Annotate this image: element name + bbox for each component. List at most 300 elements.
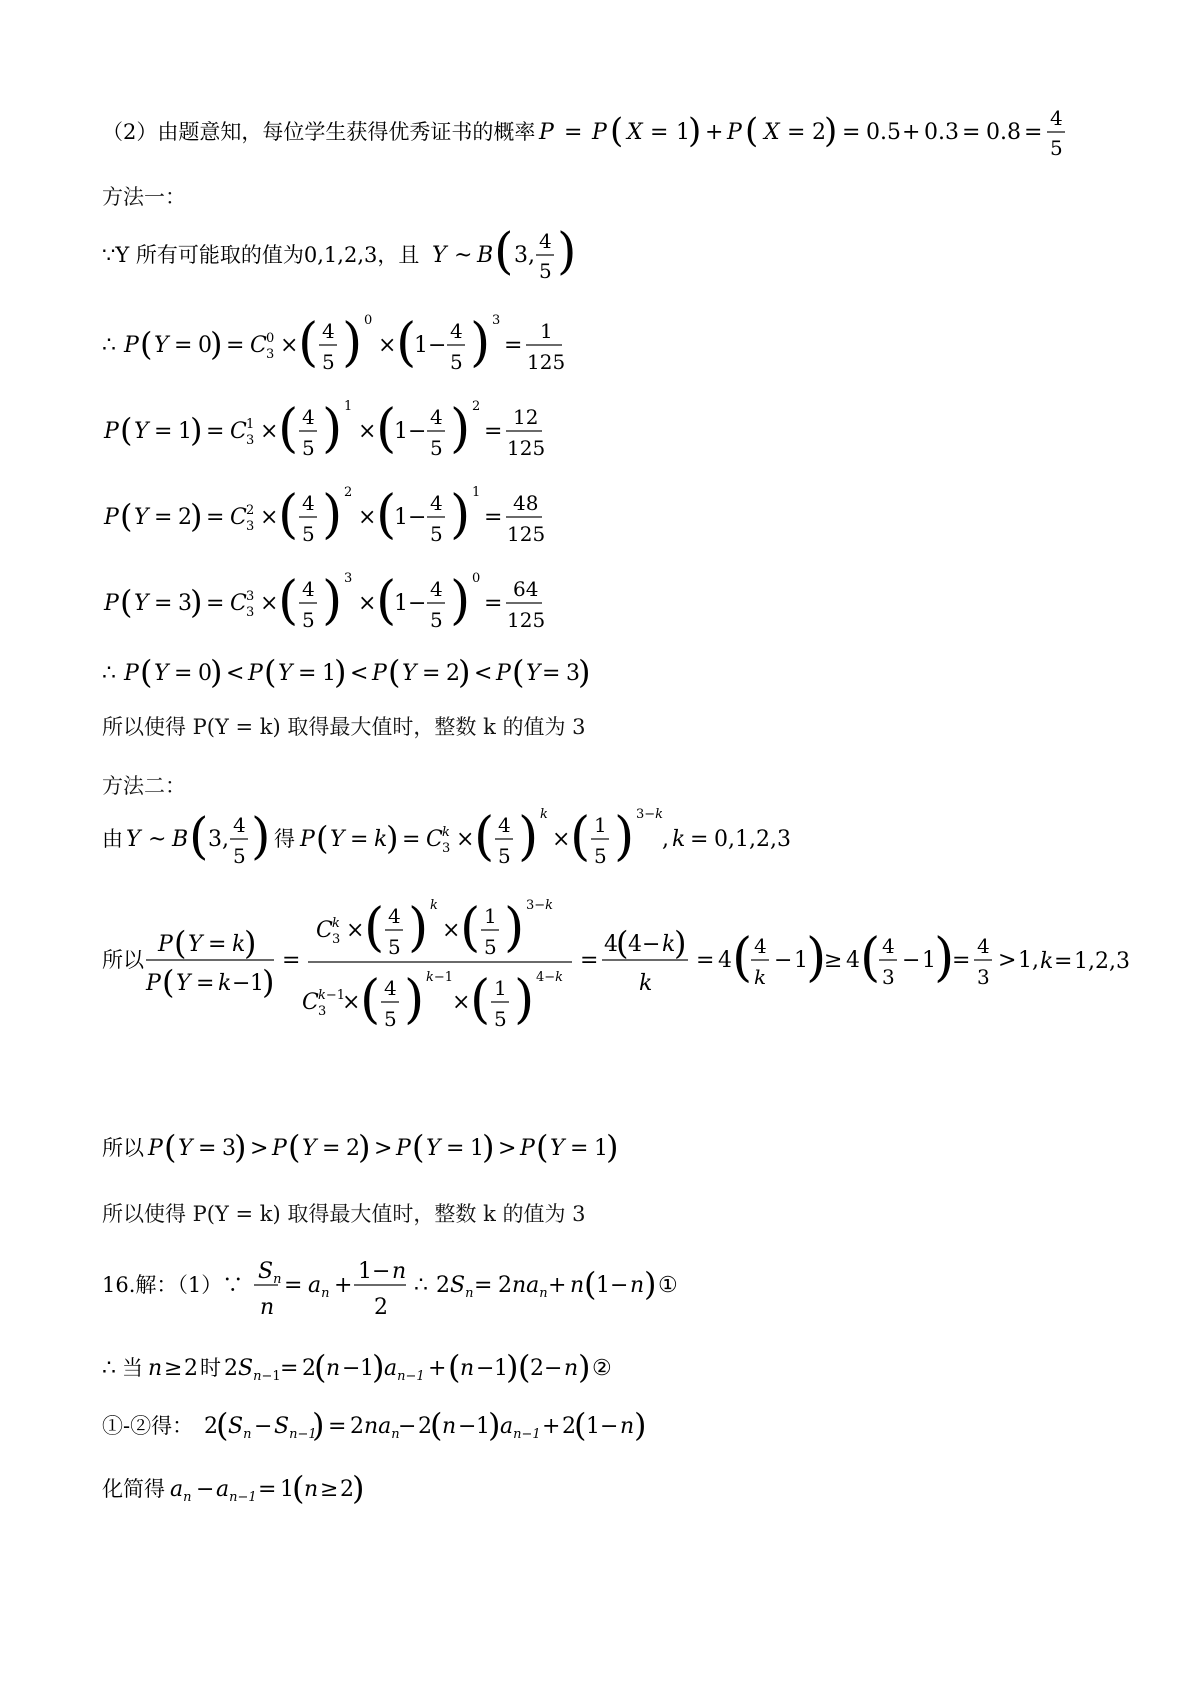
svg-text:): )	[488, 1406, 501, 1444]
svg-text:k: k	[672, 827, 686, 852]
svg-text:): )	[322, 485, 343, 545]
svg-text:(: (	[470, 970, 491, 1030]
svg-text:): )	[614, 807, 635, 867]
svg-text:C: C	[250, 333, 267, 358]
svg-text:n: n	[442, 1414, 457, 1439]
svg-text:4: 4	[302, 491, 315, 515]
svg-text:−: −	[610, 1273, 629, 1298]
svg-text:−: −	[398, 1414, 417, 1439]
svg-text:~: ~	[148, 827, 167, 852]
line-15	[102, 1254, 722, 1330]
svg-text:n: n	[148, 1356, 163, 1381]
svg-text:3: 3	[442, 841, 451, 856]
svg-text:Y: Y	[126, 827, 141, 852]
svg-text:): )	[372, 1348, 385, 1386]
svg-text:×: ×	[552, 827, 571, 852]
svg-text:2: 2	[246, 503, 255, 518]
svg-text:an: $a_n$	[308, 1273, 330, 1301]
svg-text:1: 1	[470, 1136, 484, 1161]
svg-text:Y: Y	[330, 827, 345, 852]
svg-text:): )	[342, 313, 363, 373]
method-two-heading: 方法二：	[102, 774, 186, 798]
svg-text:5: 5	[484, 935, 497, 959]
svg-text:): )	[408, 898, 429, 958]
svg-text:2: 2	[530, 1356, 544, 1381]
svg-text:×: ×	[260, 419, 279, 444]
svg-text:1: 1	[246, 417, 255, 432]
svg-text:=: =	[1054, 949, 1073, 974]
svg-text:(: (	[376, 485, 397, 545]
svg-text:P: P	[104, 505, 119, 530]
svg-text:Y: Y	[134, 591, 149, 616]
svg-text:(: (	[278, 399, 299, 459]
svg-text:×: ×	[456, 827, 475, 852]
svg-text:P: P	[148, 1136, 163, 1161]
svg-text:−: −	[342, 1356, 361, 1381]
svg-text:k: k	[218, 971, 232, 996]
svg-text:3: 3	[266, 347, 275, 362]
svg-text:(: (	[162, 963, 175, 1001]
svg-text:5: 5	[430, 436, 443, 460]
svg-text:): )	[322, 399, 343, 459]
svg-text:4: 4	[302, 405, 315, 429]
svg-text:P: P	[727, 120, 742, 145]
svg-text:∴: ∴	[102, 1356, 116, 1381]
svg-text:(: (	[745, 111, 759, 151]
svg-text:): )	[506, 1348, 519, 1386]
svg-text:): )	[244, 924, 257, 962]
svg-text:): )	[688, 111, 702, 151]
svg-text:P: P	[158, 932, 173, 957]
svg-text:=: =	[206, 591, 225, 616]
svg-text:4: 4	[977, 934, 990, 958]
svg-text:4: 4	[430, 405, 443, 429]
svg-text:4: 4	[882, 934, 895, 958]
svg-text:): )	[190, 497, 203, 535]
svg-text:k: k	[442, 825, 450, 840]
svg-text:−: −	[476, 1356, 495, 1381]
svg-text:(: (	[364, 898, 385, 958]
svg-text:1: 1	[922, 948, 936, 973]
svg-text:0.3: 0.3	[924, 120, 959, 145]
svg-text:(: (	[288, 1128, 301, 1166]
svg-text:=: =	[484, 591, 503, 616]
svg-text:k−1: k−1	[426, 970, 454, 985]
svg-text:3: 3	[318, 1004, 327, 1019]
svg-text:=: =	[952, 948, 971, 973]
svg-text:125: 125	[507, 522, 546, 546]
svg-text:1: 1	[494, 976, 507, 1000]
svg-text:(: (	[536, 1128, 549, 1166]
svg-text:C: C	[230, 505, 247, 530]
svg-text:×: ×	[346, 918, 365, 943]
svg-text:×: ×	[260, 505, 279, 530]
svg-text:(: (	[396, 313, 417, 373]
svg-text:=: =	[422, 661, 441, 686]
svg-text:3: 3	[246, 433, 255, 448]
svg-text:+: +	[334, 1273, 353, 1298]
svg-text:(: (	[518, 1348, 531, 1386]
svg-text:（2）由题意知，每位学生获得优秀证书的概率: （2）由题意知，每位学生获得优秀证书的概率	[102, 120, 536, 144]
svg-text:×: ×	[260, 591, 279, 616]
svg-text:k: k	[232, 932, 246, 957]
svg-text:Y: Y	[302, 1136, 317, 1161]
svg-text:∴: ∴	[102, 661, 116, 686]
svg-text:所以: 所以	[102, 1136, 144, 1160]
svg-text:1: 1	[586, 1414, 600, 1439]
svg-text:<: <	[474, 661, 493, 686]
svg-text:k: k	[540, 807, 548, 822]
svg-text:2nan: $2na_n$	[350, 1414, 400, 1442]
svg-text:×: ×	[280, 333, 299, 358]
svg-text:): )	[262, 963, 275, 1001]
svg-text:×: ×	[452, 990, 471, 1015]
svg-text:化简得: 化简得	[102, 1477, 165, 1501]
svg-text:=: =	[542, 661, 561, 686]
svg-text:2Sn: $2S_n$	[436, 1273, 474, 1301]
line-8	[102, 650, 632, 694]
svg-text:4: 4	[430, 577, 443, 601]
svg-text:=: =	[696, 948, 715, 973]
svg-text:−: −	[196, 1477, 215, 1502]
svg-text:(: (	[140, 653, 153, 691]
svg-text:P: P	[272, 1136, 287, 1161]
svg-text:(: (	[448, 1348, 461, 1386]
line-15-math	[102, 1254, 722, 1330]
svg-text:P: P	[104, 419, 119, 444]
svg-text:3: 3	[246, 589, 255, 604]
svg-text:2: 2	[178, 505, 192, 530]
svg-text:>: >	[250, 1136, 269, 1161]
svg-text:,: ,	[662, 827, 669, 852]
svg-text:5: 5	[384, 1007, 397, 1031]
svg-text:(: (	[570, 807, 591, 867]
svg-text:(: (	[216, 1406, 229, 1444]
svg-text:an−1: $a_{n-1}$	[216, 1477, 257, 1505]
svg-text:1: 1	[476, 1414, 490, 1439]
conclusion-1: 所以使得 P(Y = k) 取得最大值时，整数 k 的值为 3	[102, 715, 586, 739]
svg-text:=: =	[280, 1356, 299, 1381]
svg-text:(: (	[120, 583, 133, 621]
svg-text:=: =	[484, 505, 503, 530]
svg-text:n: n	[260, 1295, 275, 1320]
line-8-math	[102, 650, 542, 694]
conclusion-2: 所以使得 P(Y = k) 取得最大值时，整数 k 的值为 3	[102, 1202, 586, 1226]
svg-text:0: 0	[364, 313, 373, 328]
svg-text:−: −	[232, 971, 251, 996]
svg-text:1: 1	[494, 1356, 508, 1381]
svg-text:4: 4	[539, 229, 552, 253]
svg-text:P: P	[520, 1136, 535, 1161]
svg-text:5: 5	[539, 259, 552, 283]
svg-text:1: 1	[394, 505, 408, 530]
svg-text:n: n	[630, 1273, 645, 1298]
svg-text:=: =	[650, 120, 669, 145]
svg-text:): )	[514, 970, 535, 1030]
svg-text:=: =	[284, 1273, 303, 1298]
svg-text:P: P	[124, 661, 139, 686]
svg-text:−: −	[408, 505, 427, 530]
svg-text:n: n	[304, 1477, 319, 1502]
svg-text:): )	[251, 807, 271, 865]
line-5	[102, 396, 582, 466]
svg-text:≥: ≥	[320, 1477, 339, 1502]
svg-text:Y: Y	[188, 932, 203, 957]
svg-text:): )	[806, 928, 827, 988]
svg-text:P: P	[396, 1136, 411, 1161]
line-17-math	[102, 1405, 662, 1449]
svg-text:<: <	[350, 661, 369, 686]
line-12	[102, 885, 1062, 1035]
svg-text:=: =	[154, 419, 173, 444]
svg-text:): )	[458, 653, 471, 691]
svg-text:=: =	[174, 333, 193, 358]
svg-text:−: −	[428, 333, 447, 358]
svg-text:): )	[470, 313, 491, 373]
svg-text:4: 4	[384, 976, 397, 1000]
svg-text:64: 64	[513, 577, 539, 601]
svg-text:−: −	[408, 419, 427, 444]
svg-text:2nan: $2na_n$	[498, 1273, 548, 1301]
svg-text:=: =	[206, 505, 225, 530]
svg-text:5: 5	[302, 436, 315, 460]
svg-text:2: 2	[346, 1136, 360, 1161]
svg-text:1: 1	[594, 1136, 608, 1161]
svg-text:<: <	[226, 661, 245, 686]
svg-text:): )	[644, 1265, 657, 1303]
svg-text:(: (	[860, 928, 881, 988]
svg-text:>: >	[374, 1136, 393, 1161]
svg-text:×: ×	[378, 333, 397, 358]
svg-text:125: 125	[527, 350, 566, 374]
svg-text:×: ×	[358, 591, 377, 616]
svg-text:0.5: 0.5	[866, 120, 901, 145]
svg-text:1: 1	[414, 333, 428, 358]
svg-text:4: 4	[628, 932, 642, 957]
svg-text:=: =	[258, 1477, 277, 1502]
svg-text:(: (	[610, 111, 624, 151]
line-18-math	[102, 1468, 462, 1512]
svg-text:=: =	[580, 948, 599, 973]
svg-text:3−k: 3−k	[636, 807, 664, 822]
svg-text:+: +	[548, 1273, 567, 1298]
svg-text:an−1: $a_{n-1}$	[500, 1414, 541, 1442]
svg-text:=: =	[787, 120, 806, 145]
svg-text:(: (	[278, 571, 299, 631]
svg-text:5: 5	[450, 350, 463, 374]
svg-text:5: 5	[430, 608, 443, 632]
svg-text:得: 得	[274, 827, 295, 851]
svg-text:(: (	[292, 1469, 305, 1507]
svg-text:=: =	[962, 120, 981, 145]
svg-text:(: (	[616, 924, 629, 962]
svg-text:1: 1	[472, 485, 481, 500]
svg-text:−: −	[600, 1414, 619, 1439]
svg-text:=: =	[350, 827, 369, 852]
svg-text:1,: 1,	[1018, 948, 1039, 973]
svg-text:(: (	[189, 807, 209, 865]
line-9	[102, 711, 586, 741]
svg-text:Sn: $S_n$	[228, 1414, 252, 1442]
svg-text:×: ×	[358, 505, 377, 530]
svg-text:16.解：（1）∵: 16.解：（1）∵	[102, 1273, 244, 1297]
svg-text:(: (	[494, 222, 514, 280]
svg-text:4: 4	[1050, 106, 1063, 130]
line-16-math	[102, 1347, 662, 1391]
svg-text:3−k: 3−k	[526, 898, 554, 913]
svg-text:=: =	[154, 505, 173, 530]
svg-text:=: =	[484, 419, 503, 444]
svg-text:由: 由	[102, 827, 123, 851]
svg-text:=: =	[322, 1136, 341, 1161]
svg-text:=: =	[174, 661, 193, 686]
svg-text:−: −	[902, 948, 921, 973]
svg-text:4: 4	[233, 813, 246, 837]
svg-text:): )	[190, 583, 203, 621]
svg-text:(: (	[264, 653, 277, 691]
svg-text:): )	[674, 924, 687, 962]
svg-text:0.8: 0.8	[986, 120, 1021, 145]
svg-text:P: P	[104, 591, 119, 616]
svg-text:(: (	[360, 970, 381, 1030]
line-8-math-tail	[542, 650, 632, 694]
line-12-tail	[1040, 946, 1160, 986]
svg-text:): )	[334, 653, 347, 691]
svg-text:): )	[312, 1406, 325, 1444]
svg-text:): )	[557, 222, 577, 280]
svg-text:1: 1	[394, 419, 408, 444]
svg-text:C: C	[230, 591, 247, 616]
line-3-math	[102, 222, 622, 288]
svg-text:(: (	[732, 928, 753, 988]
svg-text:2: 2	[812, 120, 826, 145]
line-3	[102, 222, 622, 288]
svg-text:4: 4	[718, 948, 732, 973]
line-12-math	[102, 885, 1062, 1035]
svg-text:Y: Y	[176, 971, 191, 996]
svg-text:0: 0	[198, 333, 212, 358]
svg-text:(: (	[174, 924, 187, 962]
svg-text:3: 3	[882, 965, 895, 989]
svg-text:5: 5	[388, 935, 401, 959]
svg-text:1: 1	[178, 419, 192, 444]
svg-text:5: 5	[302, 522, 315, 546]
svg-text:n: n	[620, 1414, 635, 1439]
svg-text:P: P	[300, 827, 315, 852]
svg-text:3: 3	[246, 519, 255, 534]
svg-text:4: 4	[450, 319, 463, 343]
svg-text:=: =	[206, 419, 225, 444]
svg-text:(: (	[376, 571, 397, 631]
svg-text:(: (	[298, 313, 319, 373]
svg-text:×: ×	[342, 990, 361, 1015]
svg-text:0,1,2,3: 0,1,2,3	[714, 827, 791, 852]
svg-text:①-②得：: ①-②得：	[102, 1414, 194, 1438]
svg-text:P: P	[124, 333, 139, 358]
line-14	[102, 1198, 586, 1228]
svg-text:∵Y 所有可能取的值为0,1,2,3，且: ∵Y 所有可能取的值为0,1,2,3，且	[102, 243, 420, 267]
svg-text:5: 5	[594, 844, 607, 868]
svg-text:1: 1	[794, 948, 808, 973]
svg-text:1: 1	[594, 813, 607, 837]
svg-text:48: 48	[513, 491, 539, 515]
svg-text:): )	[210, 325, 223, 363]
svg-text:(: (	[474, 807, 495, 867]
svg-text:3: 3	[332, 932, 341, 947]
svg-text:k−1: k−1	[318, 988, 346, 1003]
svg-text:P: P	[372, 661, 387, 686]
svg-text:5: 5	[498, 844, 511, 868]
svg-text:=: =	[298, 661, 317, 686]
svg-text:P: P	[592, 120, 607, 145]
svg-text:1: 1	[596, 1273, 610, 1298]
line-5-math	[102, 396, 582, 466]
svg-text:C: C	[230, 419, 247, 444]
svg-text:(: (	[120, 497, 133, 535]
svg-text:1: 1	[360, 1356, 374, 1381]
svg-text:1: 1	[540, 319, 553, 343]
svg-text:): )	[578, 653, 591, 691]
svg-text:4: 4	[322, 319, 335, 343]
svg-text:=: =	[842, 120, 861, 145]
svg-text:(: (	[584, 1265, 597, 1303]
svg-text:(: (	[430, 1406, 443, 1444]
svg-text:C: C	[316, 918, 333, 943]
svg-text:=: =	[564, 120, 583, 145]
svg-text:=: =	[196, 971, 215, 996]
svg-text:~: ~	[454, 243, 473, 268]
svg-text:): )	[322, 571, 343, 631]
svg-text:=: =	[690, 827, 709, 852]
svg-text:−: −	[254, 1414, 273, 1439]
svg-text:3: 3	[178, 591, 192, 616]
svg-text:): )	[450, 571, 471, 631]
svg-text:2: 2	[562, 1414, 576, 1439]
svg-text:(: (	[460, 898, 481, 958]
svg-text:(: (	[412, 1128, 425, 1166]
svg-text:3,: 3,	[208, 827, 229, 852]
svg-text:=: =	[282, 948, 301, 973]
svg-text:(: (	[120, 411, 133, 449]
svg-text:): )	[518, 807, 539, 867]
svg-text:②: ②	[592, 1356, 612, 1381]
svg-text:): )	[404, 970, 425, 1030]
svg-text:k: k	[332, 916, 340, 931]
svg-text:×: ×	[358, 419, 377, 444]
svg-text:(: (	[512, 653, 525, 691]
svg-text:=: =	[198, 1136, 217, 1161]
svg-text:时: 时	[200, 1356, 221, 1380]
svg-text:): )	[450, 485, 471, 545]
svg-text:C: C	[426, 827, 443, 852]
svg-text:Y: Y	[432, 243, 447, 268]
svg-text:3: 3	[492, 313, 501, 328]
svg-text:≥: ≥	[164, 1356, 183, 1381]
svg-text:12: 12	[513, 405, 539, 429]
svg-text:0: 0	[266, 331, 275, 346]
method-one-heading: 方法一：	[102, 185, 186, 209]
svg-text:4: 4	[604, 932, 618, 957]
svg-text:(: (	[278, 485, 299, 545]
svg-text:C: C	[302, 990, 319, 1015]
svg-text:1: 1	[358, 1259, 372, 1284]
svg-text:∴: ∴	[414, 1273, 428, 1298]
svg-text:n: n	[564, 1356, 579, 1381]
svg-text:Y: Y	[178, 1136, 193, 1161]
svg-text:): )	[934, 928, 955, 988]
line-4	[102, 310, 582, 380]
svg-text:−: −	[544, 1356, 563, 1381]
